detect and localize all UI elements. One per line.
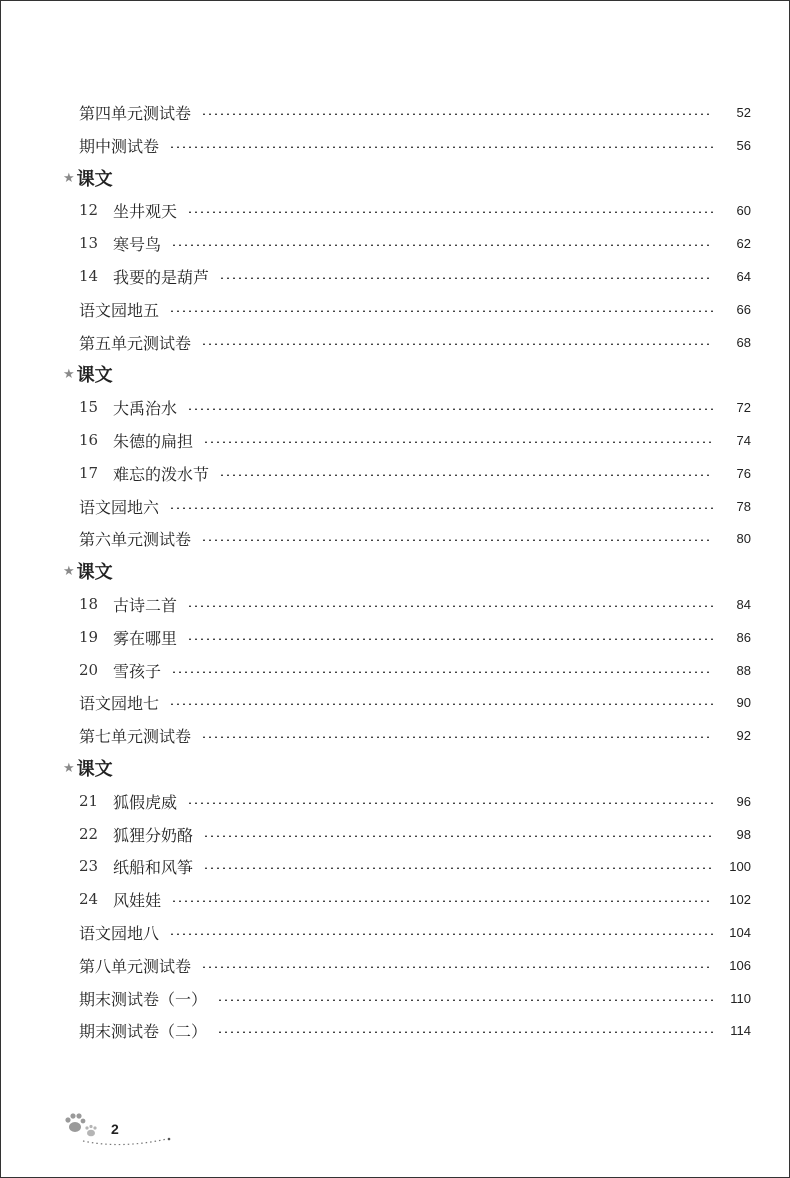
lesson-number: 14 (79, 267, 99, 285)
entry-page-number: 52 (736, 104, 751, 120)
entry-title: 第四单元测试卷 (79, 103, 192, 123)
entry-title: 大禹治水 (113, 398, 178, 418)
toc-entry[interactable] (79, 819, 751, 849)
dot-leader (171, 900, 713, 902)
entry-page-number: 114 (730, 1022, 751, 1038)
entry-page-number: 106 (729, 957, 751, 973)
lesson-number: 23 (79, 857, 99, 875)
star-icon: ★ (63, 760, 75, 776)
toc-entry[interactable] (79, 294, 751, 324)
dot-leader (201, 966, 713, 968)
entry-title: 难忘的泼水节 (113, 464, 210, 484)
lesson-number: 18 (79, 595, 99, 613)
toc-entry[interactable] (79, 327, 751, 357)
entry-title: 狐狸分奶酪 (113, 825, 194, 845)
dot-leader (169, 310, 713, 312)
dot-leader (203, 867, 713, 869)
lesson-number: 24 (79, 890, 99, 908)
dot-leader (187, 211, 713, 213)
dot-leader (187, 802, 713, 804)
entry-title: 期中测试卷 (79, 136, 160, 156)
dot-leader (219, 277, 713, 279)
section-title: 课文 (76, 759, 113, 780)
entry-title: 狐假虎威 (113, 792, 178, 812)
entry-page-number: 62 (736, 235, 751, 251)
entry-page-number: 104 (729, 924, 751, 940)
entry-page-number: 98 (736, 826, 751, 842)
dot-leader (201, 539, 713, 541)
entry-page-number: 96 (736, 793, 751, 809)
dot-leader (203, 835, 713, 837)
lesson-number: 22 (79, 825, 99, 843)
dot-leader (169, 933, 713, 935)
entry-title: 语文园地六 (79, 497, 160, 517)
lesson-number: 16 (79, 431, 99, 449)
toc-entry[interactable] (79, 130, 751, 160)
dot-leader (187, 408, 713, 410)
toc-entry[interactable] (79, 1015, 751, 1045)
section-heading (63, 359, 113, 389)
entry-page-number: 78 (736, 498, 751, 514)
entry-title: 我要的是葫芦 (113, 267, 210, 287)
section-heading (63, 163, 113, 193)
toc-entry[interactable] (79, 983, 751, 1013)
dot-leader (169, 703, 713, 705)
dot-leader (171, 671, 713, 673)
entry-page-number: 56 (736, 137, 751, 153)
toc-entry[interactable] (79, 458, 751, 488)
entry-page-number: 60 (736, 202, 751, 218)
section-heading (63, 753, 113, 783)
entry-title: 雪孩子 (113, 661, 162, 681)
lesson-number: 15 (79, 398, 99, 416)
entry-page-number: 102 (729, 891, 751, 907)
entry-page-number: 90 (736, 694, 751, 710)
toc-entry[interactable] (79, 884, 751, 914)
dot-leader (169, 146, 713, 148)
entry-title: 期末测试卷（一） (79, 989, 208, 1009)
entry-title: 寒号鸟 (113, 234, 162, 254)
entry-title: 雾在哪里 (113, 628, 178, 648)
dot-leader (201, 736, 713, 738)
entry-title: 期末测试卷（二） (79, 1021, 208, 1041)
entry-title: 第六单元测试卷 (79, 529, 192, 549)
lesson-number: 13 (79, 234, 99, 252)
toc-entry[interactable] (79, 491, 751, 521)
decorative-dotted-curve (81, 1135, 171, 1149)
toc-entry[interactable] (79, 622, 751, 652)
star-icon: ★ (63, 170, 75, 186)
page-footer (65, 1111, 175, 1151)
entry-page-number: 88 (736, 662, 751, 678)
toc-entry[interactable] (79, 97, 751, 127)
toc-entry[interactable] (79, 655, 751, 685)
entry-title: 风娃娃 (113, 890, 162, 910)
toc-entry[interactable] (79, 720, 751, 750)
entry-title: 语文园地五 (79, 300, 160, 320)
star-icon: ★ (63, 563, 75, 579)
entry-page-number: 84 (736, 596, 751, 612)
entry-title: 纸船和风筝 (113, 857, 194, 877)
toc-entry[interactable] (79, 786, 751, 816)
entry-page-number: 100 (729, 858, 751, 874)
dot-leader (187, 605, 713, 607)
entry-page-number: 72 (736, 399, 751, 415)
dot-leader (187, 638, 713, 640)
toc-entry[interactable] (79, 917, 751, 947)
section-heading (63, 556, 113, 586)
entry-page-number: 86 (736, 629, 751, 645)
toc-entry[interactable] (79, 261, 751, 291)
lesson-number: 17 (79, 464, 99, 482)
dot-leader (219, 474, 713, 476)
lesson-number: 21 (79, 792, 99, 810)
toc-entry[interactable] (79, 523, 751, 553)
dot-leader (217, 999, 713, 1001)
toc-entry[interactable] (79, 392, 751, 422)
toc-entry[interactable] (79, 228, 751, 258)
lesson-number: 19 (79, 628, 99, 646)
dot-leader (169, 507, 713, 509)
dot-leader (203, 441, 713, 443)
section-title: 课文 (76, 365, 113, 386)
section-title: 课文 (76, 562, 113, 583)
entry-page-number: 92 (736, 727, 751, 743)
entry-page-number: 110 (730, 990, 751, 1006)
entry-title: 语文园地七 (79, 693, 160, 713)
lesson-number: 12 (79, 201, 99, 219)
star-icon: ★ (63, 366, 75, 382)
entry-page-number: 76 (736, 465, 751, 481)
toc-entry[interactable] (79, 851, 751, 881)
entry-title: 语文园地八 (79, 923, 160, 943)
entry-page-number: 80 (736, 530, 751, 546)
toc-entry[interactable] (79, 687, 751, 717)
entry-title: 第七单元测试卷 (79, 726, 192, 746)
lesson-number: 20 (79, 661, 99, 679)
dot-leader (217, 1031, 713, 1033)
toc-entry[interactable] (79, 195, 751, 225)
entry-title: 坐井观天 (113, 201, 178, 221)
dot-leader (171, 244, 713, 246)
entry-title: 古诗二首 (113, 595, 178, 615)
entry-page-number: 68 (736, 334, 751, 350)
entry-title: 第五单元测试卷 (79, 333, 192, 353)
dot-leader (201, 343, 713, 345)
toc-entry[interactable] (79, 589, 751, 619)
entry-title: 朱德的扁担 (113, 431, 194, 451)
toc-entry[interactable] (79, 425, 751, 455)
page-number: 2 (111, 1121, 119, 1137)
entry-page-number: 74 (736, 432, 751, 448)
entry-page-number: 64 (736, 268, 751, 284)
section-title: 课文 (76, 169, 113, 190)
dot-leader (201, 113, 713, 115)
entry-page-number: 66 (736, 301, 751, 317)
entry-title: 第八单元测试卷 (79, 956, 192, 976)
toc-entry[interactable] (79, 950, 751, 980)
